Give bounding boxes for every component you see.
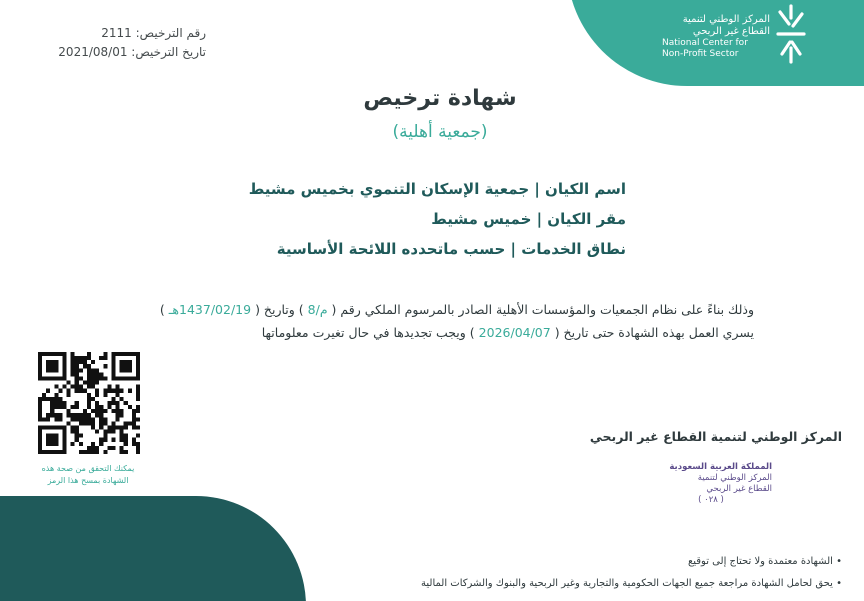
note-item: • يحق لحامل الشهادة مراجعة جميع الجهات الحكومية والتجارية وغير الربحية والبنوك والشركات المالية	[380, 573, 842, 595]
qr-caption-line1: يمكنك التحقق من صحة هذه	[41, 464, 135, 473]
logo-arabic-line1: المركز الوطني لتنمية	[682, 14, 770, 25]
decree-number: م/8	[307, 302, 328, 317]
valid-until-date: 2026/04/07	[478, 325, 551, 340]
qr-caption	[10, 463, 166, 487]
note-item: • الشهادة معتمدة ولا تحتاج إلى توقيع	[380, 551, 842, 573]
license-date: تاريخ الترخيص: 2021/08/01	[58, 45, 206, 59]
issuer-name: المركز الوطني لتنمية القطاع غير الربحي	[589, 429, 842, 444]
certificate-subtitle: (جمعية أهلية)	[392, 122, 488, 142]
certificate-notes	[380, 551, 842, 595]
qr-caption-line2: الشهادة بمسح هذا الرمز	[47, 476, 129, 485]
logo-arabic-line2: القطاع غير الربحي	[692, 26, 770, 37]
logo-text	[640, 14, 770, 60]
stamp-line1: المملكة العربية السعودية	[669, 462, 772, 472]
stamp-line4: ( ٠٢٨ )	[698, 495, 724, 505]
license-number: رقم الترخيص: 2111	[101, 26, 206, 40]
stamp-line3: القطاع غير الربحي	[706, 484, 772, 494]
decree-text-middle: ) وتاريخ (	[255, 302, 304, 317]
bottom-left-corner-shape	[0, 496, 306, 601]
logo-english-line2: Non-Profit Sector	[662, 49, 739, 59]
verification-qr-code[interactable]	[38, 352, 140, 454]
decree-paragraph	[110, 302, 754, 317]
decree-text-suffix: )	[159, 302, 165, 317]
validity-text-prefix: يسري العمل بهذه الشهادة حتى تاريخ (	[554, 325, 754, 340]
ncnp-logo-icon	[774, 4, 808, 64]
validity-paragraph	[110, 325, 754, 340]
logo-english-line1: National Center for	[662, 38, 748, 48]
stamp-line2: المركز الوطني لتنمية	[697, 473, 772, 483]
license-meta	[20, 24, 206, 62]
decree-text-prefix: وذلك بناءً على نظام الجمعيات والمؤسسات الأهلية الصادر بالمرسوم الملكي رقم (	[331, 302, 754, 317]
validity-text-suffix: ) ويجب تجديدها في حال تغيرت معلوماتها	[261, 325, 475, 340]
entity-location: مقر الكيان | خميس مشيط	[431, 210, 626, 228]
issuer-stamp	[650, 462, 772, 506]
decree-date: 1437/02/19هـ	[168, 302, 252, 317]
certificate-title: شهادة ترخيص	[363, 86, 517, 111]
entity-scope: نطاق الخدمات | حسب ماتحدده اللائحة الأساسية	[276, 240, 626, 258]
entity-name: اسم الكيان | جمعية الإسكان التنموي بخميس مشيط	[248, 180, 626, 198]
